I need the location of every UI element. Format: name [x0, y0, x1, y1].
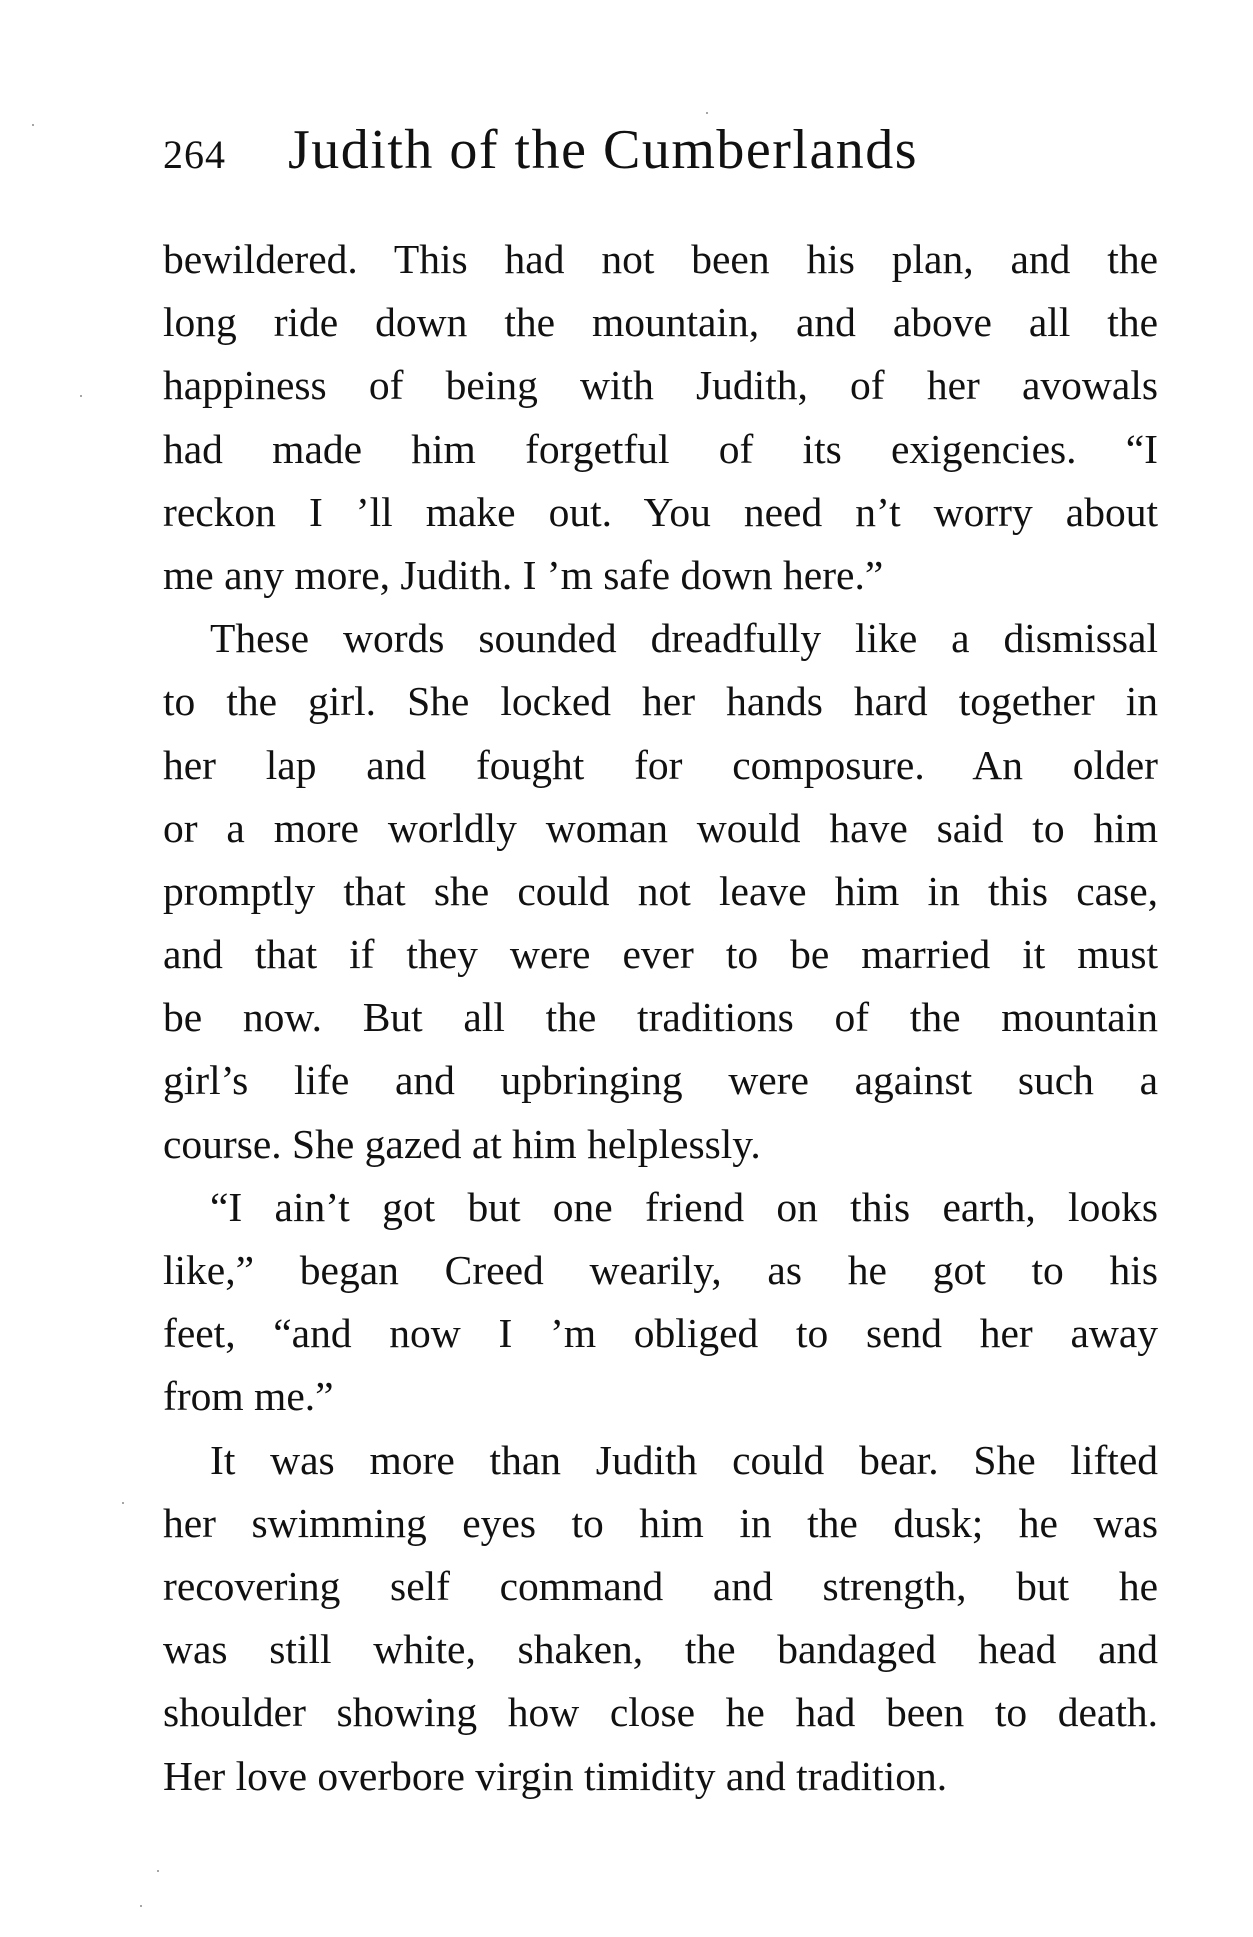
paper-speck [140, 1905, 142, 1907]
text-line: shoulder showing how close he had been to death. [163, 1689, 1158, 1736]
text-line: her swimming eyes to him in the dusk; he was [163, 1499, 1158, 1546]
text-line: like,” began Creed wearily, as he got to his [163, 1247, 1158, 1293]
text-line: was still white, shaken, the bandaged head and [163, 1626, 1158, 1673]
text-line: bewildered. This had not been his plan, and the [163, 236, 1158, 282]
text-line: long ride down the mountain, and above all the [163, 299, 1158, 346]
paper-speck [706, 112, 708, 114]
text-line: feet, “and now I ’m obliged to send her away [163, 1310, 1158, 1357]
paper-speck [157, 1870, 159, 1872]
text-line: and that if they were ever to be married it must [163, 931, 1158, 978]
text-line: her lap and fought for composure. An older [163, 741, 1158, 788]
body-text [163, 228, 1158, 1808]
text-line: to the girl. She locked her hands hard together in [163, 678, 1158, 725]
text-line: girl’s life and upbringing were against such a [163, 1057, 1158, 1104]
paper-speck [80, 395, 82, 397]
text-line: It was more than Judith could bear. She lifted [210, 1436, 1158, 1483]
text-line: or a more worldly woman would have said to him [163, 804, 1158, 851]
text-line: recovering self command and strength, but he [163, 1562, 1158, 1609]
text-line: be now. But all the traditions of the mountain [163, 994, 1158, 1041]
text-line: me any more, Judith. I ’m safe down here.” [163, 551, 884, 598]
running-title: Judith of the Cumberlands [288, 119, 919, 181]
paper-speck [122, 1502, 124, 1504]
page-header [163, 118, 1063, 188]
paragraph-dismissal [163, 607, 1158, 1176]
text-line: from me.” [163, 1373, 334, 1420]
paragraph-judith [163, 1429, 1158, 1808]
page-number: 264 [163, 132, 226, 177]
paragraph-continued [163, 228, 1158, 607]
paragraph-creed-speech [163, 1176, 1158, 1429]
paper-speck [32, 124, 34, 126]
text-line: happiness of being with Judith, of her avowals [163, 362, 1158, 409]
text-line: course. She gazed at him helplessly. [163, 1120, 761, 1167]
text-line: “I ain’t got but one friend on this earth, looks [210, 1183, 1158, 1230]
text-line: These words sounded dreadfully like a dismissal [210, 615, 1158, 662]
text-line: Her love overbore virgin timidity and tradition. [163, 1752, 948, 1799]
text-line: promptly that she could not leave him in this case, [163, 867, 1158, 914]
text-line: reckon I ’ll make out. You need n’t worry about [163, 488, 1158, 535]
text-line: had made him forgetful of its exigencies. “I [163, 425, 1158, 472]
